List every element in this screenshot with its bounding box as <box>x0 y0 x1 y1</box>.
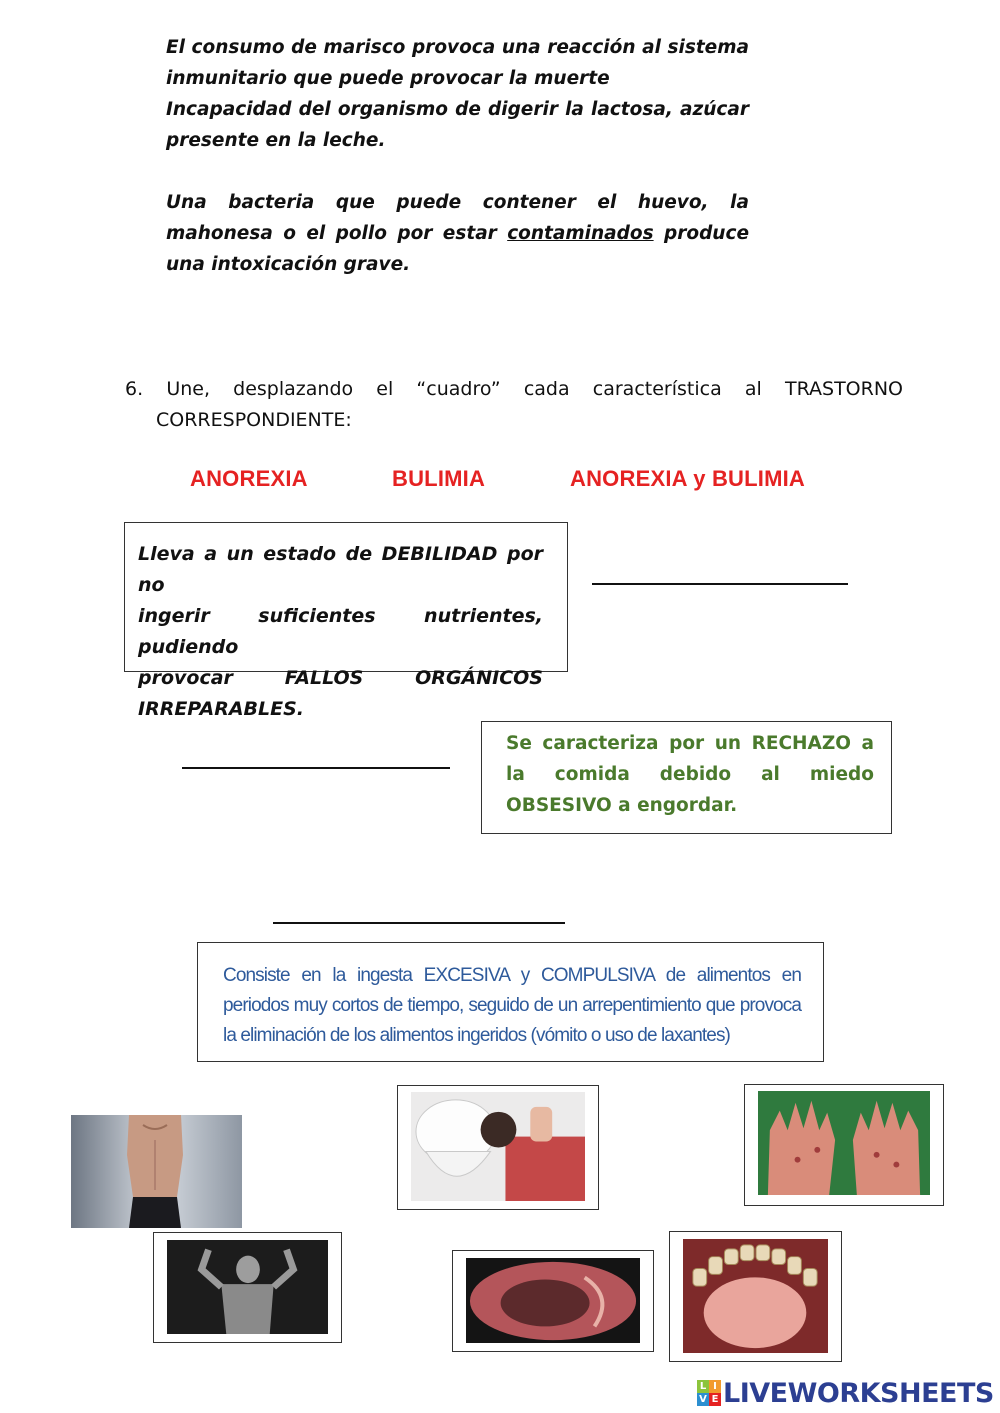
category-anorexia: ANOREXIA <box>190 466 308 491</box>
logo-letter: V <box>697 1393 709 1406</box>
logo-letter: I <box>709 1380 721 1393</box>
answer-blank-1[interactable] <box>592 583 848 585</box>
definition-lactose-intolerance: Incapacidad del organismo de digerir la lactosa, azúcar presente en la leche. <box>166 99 749 151</box>
esophagus-endoscopy-photo-icon[interactable] <box>452 1250 654 1352</box>
definition-salmonella-text-end: produce una intoxicación grave. <box>166 223 749 275</box>
characteristic-box-binge[interactable]: Consiste en la ingesta EXCESIVA y COMPULSIVA de alimentos en periodos muy cortos de tiempo, seguido de un arrepentimiento que provoca la eliminación de los alimentos ingeridos (vómito o uso de laxantes) <box>197 942 824 1062</box>
answer-blank-2[interactable] <box>182 767 450 769</box>
logo-text: LIVEWORKSHEETS <box>723 1377 994 1409</box>
emaciated-man-photo-icon[interactable] <box>153 1232 342 1343</box>
box1-line-2: ingerir suficientes nutrientes, pudiendo <box>138 605 543 658</box>
category-anorexia-bulimia: ANOREXIA y BULIMIA <box>570 466 806 491</box>
answer-blank-3[interactable] <box>273 922 565 924</box>
logo-mark-icon <box>697 1380 721 1406</box>
spacer <box>166 156 749 187</box>
question-line-2: CORRESPONDIENTE: <box>156 409 352 431</box>
question-number: 6. <box>125 378 144 400</box>
characteristic-box-debility[interactable] <box>124 522 568 720</box>
definitions-block <box>166 32 749 280</box>
box1-line-1: Lleva a un estado de DEBILIDAD por no <box>138 543 543 596</box>
vomiting-person-photo-icon[interactable] <box>397 1085 599 1210</box>
box1-line-4: IRREPARABLES. <box>138 698 304 720</box>
question-6 <box>125 374 903 405</box>
logo-letter: L <box>697 1380 709 1393</box>
liveworksheets-logo <box>697 1376 994 1410</box>
eroded-teeth-photo-icon[interactable] <box>669 1231 842 1362</box>
underlined-word: contaminados <box>507 223 654 244</box>
box1-line-3: provocar FALLOS ORGÁNICOS <box>138 667 543 689</box>
category-bulimia: BULIMIA <box>392 466 486 491</box>
definition-salmonella-text: Una bacteria que puede contener el huevo, la mahonesa o el pollo por estar <box>166 192 749 244</box>
question-line-1: Une, desplazando el “cuadro” cada característica al TRASTORNO <box>166 378 903 400</box>
logo-letter: E <box>709 1393 721 1406</box>
definition-shellfish-allergy: El consumo de marisco provoca una reacción al sistema inmunitario que puede provocar la muerte <box>166 37 749 89</box>
definition-salmonella <box>166 187 749 280</box>
thin-torso-photo-icon[interactable] <box>71 1115 242 1228</box>
damaged-hands-photo-icon[interactable] <box>744 1084 944 1206</box>
characteristic-box-rejection[interactable]: Se caracteriza por un RECHAZO a la comida debido al miedo OBSESIVO a engordar. <box>481 721 892 834</box>
